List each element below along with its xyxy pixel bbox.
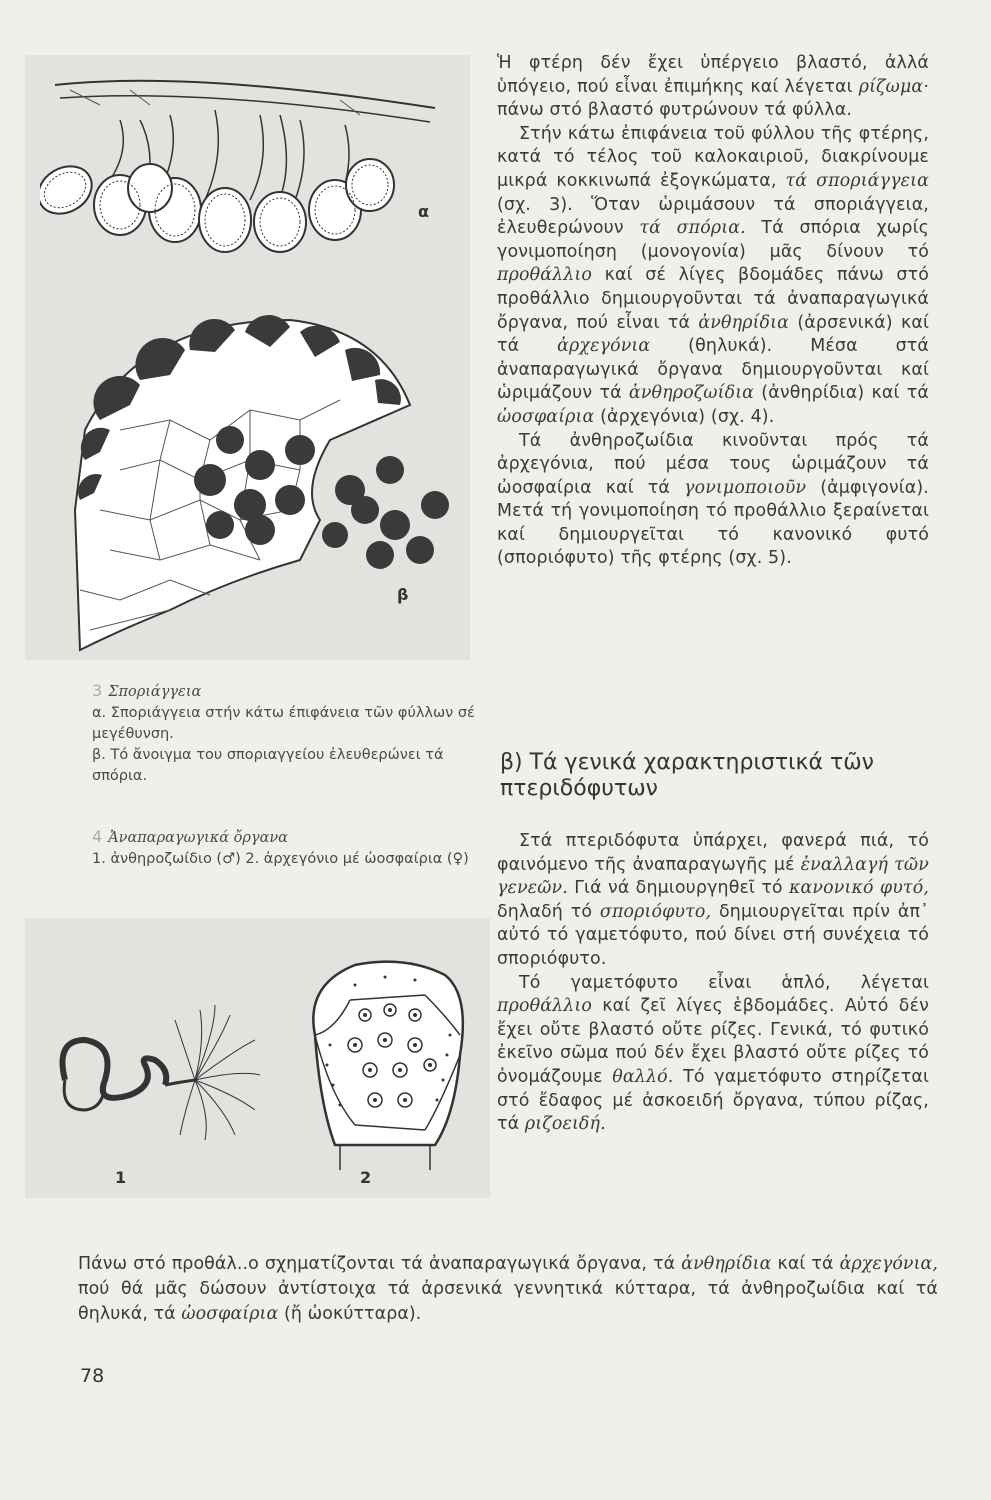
paragraph-gametophyte: [497, 972, 929, 1137]
text-run: Τά ἀνθηροζωίδια κινοῦνται πρός τά ἀρχεγόνια, πού μέσα τους ὡριμάζουν τά ὠοσφαίρια καί τά: [497, 430, 929, 498]
text-run: καί σέ λίγες βδομάδες πάνω στό προθάλλιο δημιουργοῦνται τά ἀναπαραγωγικά ὄργανα, πού εἶναι τά: [497, 265, 929, 333]
figure-4-1-antherozoid-drawing: [45, 1000, 265, 1150]
paragraph-rhizome: [497, 52, 929, 123]
figure-4-label-2: 2: [360, 1168, 372, 1187]
figure-3a-sporangia-drawing: [40, 60, 440, 275]
term-archegonia: ἀρχεγόνια: [557, 336, 651, 357]
text-run: Τό γαμετόφυτο εἶναι ἁπλό, λέγεται: [519, 972, 929, 993]
term-antheridia: ἀνθηρίδια: [698, 312, 790, 333]
text-run: Ἡ φτέρη δέν ἔχει ὑπέργειο βλαστό, ἀλλά ὑπόγειο, πού εἶναι ἐπιμήκης καί λέγεται: [497, 53, 929, 97]
text-run: (ἤ ὠοκύτταρα).: [278, 1304, 422, 1324]
text-run: πάνω στό βλαστό φυτρώνουν τά φύλλα.: [497, 100, 852, 121]
right-column-text-2: [497, 830, 929, 1137]
figure-4-caption: [92, 826, 477, 870]
paragraph-sporangia: [497, 123, 929, 430]
term-antherozoids: ἀνθηροζωίδια: [628, 383, 755, 404]
page-number: 78: [80, 1365, 105, 1387]
term-sporophyte: σποριόφυτο,: [599, 901, 712, 922]
text-run: δημιουργεῖται πρίν ἀπ᾿ αὐτό τό γαμετόφυτο, πού δίνει στή συνέχεια τό σποριόφυτο.: [497, 901, 929, 969]
text-run: Στά πτεριδόφυτα ὑπάρχει, φανερά πιά, τό φαινόμενο τῆς ἀναπαραγωγῆς μέ: [497, 831, 929, 875]
figure-3-caption-b: β. Τό ἄνοιγμα του σποριαγγείου ἐλευθερώνει τά σπόρια.: [92, 747, 444, 784]
figure-4-number: 4: [92, 827, 103, 846]
text-run: (θηλυκά). Μέσα στά ἀναπαραγωγικά ὄργανα δημιουργοῦνται καί ὡριμάζουν τά: [497, 336, 929, 404]
paragraph-fertilization: [497, 430, 929, 572]
figure-3-number: 3: [92, 681, 103, 700]
text-run: (ἀνθηρίδια) καί τά: [754, 383, 929, 404]
text-run: (ἀμφιγονία). Μετά τή γονιμοποίηση τό προθάλλιο ξεραίνεται καί δημιουργεῖται τό κανονικό φυτό (σποριόφυτο) τῆς φτέρης (σχ. 5).: [497, 477, 929, 569]
text-run: (ἀρσενικά) καί τά: [497, 312, 930, 357]
term-normal-plant: κανονικό φυτό,: [788, 878, 930, 899]
bottom-paragraph: [78, 1252, 938, 1327]
term-prothallium: προθάλλιο: [497, 265, 593, 286]
text-run: (ἀρχεγόνια) (σχ. 4).: [594, 406, 775, 427]
paragraph-alternation: [497, 830, 929, 972]
text-run: Τά σπόρια χωρίς γονιμοποίηση (μονογονία) μᾶς δίνουν τό: [497, 218, 929, 262]
figure-3-title: Σποριάγγεια: [108, 684, 202, 700]
term-alternation: ἐναλλαγή τῶν γενεῶν.: [497, 854, 929, 899]
figure-4-caption-title: [92, 826, 477, 849]
figure-3a-label: α: [418, 202, 429, 221]
figure-4-caption-items: 1. ἀνθηροζωίδιο (♂) 2. ἀρχεγόνιο μέ ὠοσφαίρια (♀): [92, 851, 469, 867]
term-ova: ὠοσφαίρια: [497, 406, 595, 427]
figure-4-label-1: 1: [115, 1168, 127, 1187]
figure-4-title: Ἀναπαραγωγικά ὄργανα: [108, 830, 288, 846]
figure-4-2-archegonium-drawing: [295, 955, 475, 1170]
figure-3-caption: [92, 680, 477, 787]
term-ova: ὠοσφαίρια: [181, 1304, 279, 1324]
term-sporangia: τά σποριάγγεια: [785, 170, 929, 191]
term-antheridia: ἀνθηρίδια: [681, 1254, 772, 1274]
text-run: (σχ. 3). Ὅταν ὡριμάσουν τά σποριάγγεια, ἐλευθερώνουν: [497, 194, 929, 239]
section-heading: β) Τά γενικά χαρακτηριστικά τῶν πτεριδόφυτων: [500, 750, 874, 801]
text-run: πού θά μᾶς δώσουν ἀντίστοιχα τά ἀρσενικά γεννητικά κύτταρα, τά ἀνθηροζωίδια καί τά θηλυκά, τά: [78, 1279, 938, 1324]
term-thallus: θαλλό.: [612, 1066, 674, 1087]
text-run: καί ζεῖ λίγες ἑβδομάδες. Αὐτό δέν ἔχει οὔτε βλαστό οὔτε ρίζες. Γενικά, τό φυτικό ἐκεῖνο σῶμα πού δέν ἔχει βλαστό οὔτε ρίζες τό ὀνομάζουμε: [497, 996, 929, 1087]
term-archegonia: ἀρχεγόνια,: [839, 1254, 938, 1274]
figure-3b-label: β: [397, 585, 409, 604]
text-run: Πάνω στό προθάλ..ο σχηματίζονται τά ἀναπαραγωγικά ὄργανα, τά: [78, 1254, 682, 1274]
term-spores: τά σπόρια.: [639, 218, 746, 239]
text-run: δηλαδή τό: [497, 901, 600, 922]
term-rhizoids: ριζοειδή.: [524, 1114, 606, 1135]
term-fertilize: γονιμοποιοῦν: [684, 477, 807, 498]
text-run: Στήν κάτω ἐπιφάνεια τοῦ φύλλου τῆς φτέρης, κατά τό τέλος τοῦ καλοκαιριοῦ, διακρίνουμε μικρά κοκκινωπά ἐξογκώματα,: [497, 123, 929, 191]
figure-3-caption-a: α. Σποριάγγεια στήν κάτω έπιφάνεια τῶν φύλλων σέ μεγέθυνση.: [92, 705, 475, 742]
text-run: καί τά: [771, 1254, 840, 1274]
text-run: Γιά νά δημιουργηθεῖ τό: [567, 878, 789, 899]
text-run: Τό γαμετόφυτο στηρίζεται στό ἔδαφος μέ ἀσκοειδή ὄργανα, τύπου ρίζας, τά: [497, 1066, 930, 1135]
figure-3b-open-sporangium-drawing: [60, 310, 470, 660]
term-prothallium: προθάλλιο: [497, 996, 593, 1017]
term-rhizome: ρίζωμα·: [858, 76, 929, 97]
right-column-text: [497, 52, 929, 571]
figure-3-caption-title: [92, 680, 477, 703]
